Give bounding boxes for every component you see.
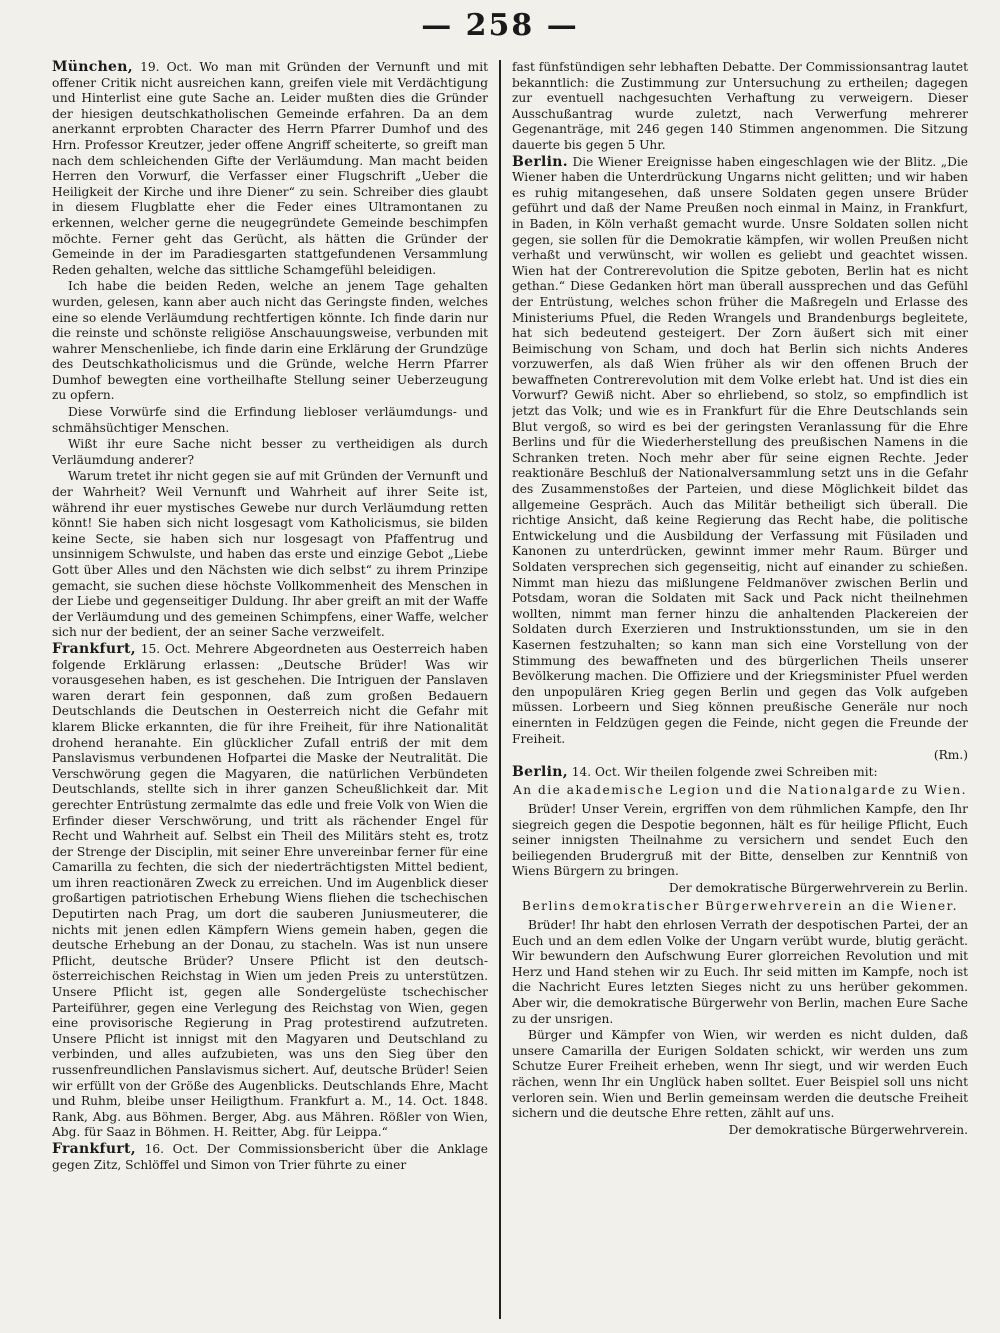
dateline-place: Frankfurt,: [52, 640, 136, 657]
paragraph: Ich habe die beiden Reden, welche an jenem Tage gehalten wurden, gelesen, kann aber auch nicht das Geringste finden, welches eine so elende Verläumdung rechtfertigen könnte. Ich finde darin nur die reinste und schönste religiöse Anschauungsweise, verbunden mit wahrer Menschenliebe, ich finde darin eine Erklärung der Grundzüge des Deutschkatholicismus und die Gründe, welche Herrn Pfarrer Dumhof bewegten eine vortheilhafte Stellung seiner Ueberzeugung zu opfern.: [52, 279, 488, 403]
paragraph: Bürger und Kämpfer von Wien, wir werden es nicht dulden, daß unsere Camarilla der Eurigen Soldaten schickt, wir werden uns zum Schutze Eurer Freiheit erheben, wenn Ihr siegt, und wir werden Euch rächen, wenn Ihr ein Unglück haben solltet. Euer Beispiel soll uns nicht verloren sein. Wien und Berlin gemeinsam werden die deutsche Freiheit sichern und die deutsche Ehre retten, zählt auf uns.: [512, 1028, 968, 1121]
dateline-place: München,: [52, 60, 133, 75]
article-text: Die Wiener Ereignisse haben eingeschlagen wie der Blitz. „Die Wiener haben die Unterdrückung Ungarns nicht gelitten; und wir haben es ruhig mitangesehen, daß unsere Soldaten gegen unsere Brüder geführt und daß der Name Preußen noch einmal in Mainz, in Frankfurt, in Baden, in Köln verhaßt gemacht wurde. Unsre Soldaten sollen nicht gegen, sie sollen für die Demokratie kämpfen, wir wollen Preußen nicht verhaßt und verwünscht, wir wollen es geliebt und geachtet wissen. Wien hat der Contrerevolution die Spitze geboten, Berlin hat es nicht gethan.“ Diese Gedanken hört man überall aussprechen und das Gefühl der Entrüstung, welches schon früher die Maßregeln und Erlasse des Ministeriums Pfuel, die Reden Wrangels und Brandenburgs begleitete, hat sich bedeutend gesteigert. Der Zorn äußert sich mit einer Beimischung von Scham, und doch hat Berlin sich nichts Anderes vorzuwerfen, als daß Wien früher als wir den offenen Bruch der bewaffneten Contrerevolution mit dem Volke erlebt hat. Und ist dies ein Vorwurf? Gewiß nicht. Aber so ehrliebend, so stolz, so empfindlich ist jetzt das Volk; und wie es in Frankfurt für die Ehre Deutschlands sein Blut vergoß, so wird es bei der geringsten Veranlassung für die Ehre Berlins und für die Wiederherstellung des preußischen Namens in die Schranken treten. Noch mehr aber für seine eignen Rechte. Jeder reaktionäre Beschluß der Nationalversammlung setzt uns in die Gefahr des Zusammenstoßes der Parteien, und diese Möglichkeit bildet das allgemeine Gespräch. Auch das Militär betheiligt sich überall. Die richtige Ansicht, daß keine Regierung das Recht habe, die politische Entwickelung und die Ausbildung der Verfassung mit Füsiladen und Kanonen zu unterdrücken, gewinnt immer mehr Raum. Bürger und Soldaten versprechen sich gegenseitig, nicht auf einander zu schießen. Nimmt man hiezu das mißlungene Feldmanöver zwischen Berlin und Potsdam, woran die Soldaten mit Sack und Pack nicht theilnehmen wollten, nimmt man ferner hinzu die anhaltenden Plackereien der Soldaten durch Exerzieren und Instruktionsstunden, um sie in den Kasernen festzuhalten; so kann man sich eine Vorstellung von der Stimmung des bewaffneten und des bürgerlichen Theils unserer Bevölkerung machen. Die Offiziere und der Kriegsminister Pfuel werden den unpopulären Krieg gegen Berlin und gegen das Volk aufgeben müssen. Lorbeern und Sieg können preußische Generäle nur noch einernten in Feldzügen gegen die Feinde, nicht gegen die Freunde der Freiheit.: [512, 154, 968, 746]
page-number: — 258 —: [421, 8, 579, 43]
signature: Der demokratische Bürgerwehrverein.: [728, 1122, 968, 1137]
paragraph: Diese Vorwürfe sind die Erfindung liebloser verläumdungs- und schmähsüchtiger Menschen.: [52, 405, 488, 435]
article-frankfurt-15: [52, 642, 488, 1141]
article-berlin: [512, 155, 968, 748]
article-frankfurt-16: [52, 1142, 488, 1173]
dateline-place: Berlin.: [512, 153, 568, 170]
signature: (Rm.): [933, 748, 968, 763]
article-muenchen: [52, 60, 488, 278]
dateline-place: Frankfurt,: [52, 1140, 136, 1157]
column-divider: [499, 60, 501, 1319]
paragraph: Wißt ihr eure Sache nicht besser zu vertheidigen als durch Verläumdung anderer?: [52, 437, 488, 467]
paragraph: fast fünfstündigen sehr lebhaften Debatte. Der Commissionsantrag lautet bekanntlich: die Zustimmung zur Untersuchung zu ertheilen; dagegen zur eventuell nachgesuchten Verhaftung zu verweigern. Dieser Ausschußantrag wurde zuletzt, nach Verwerfung mehrerer Gegenanträge, mit 246 gegen 140 Stimmen angenommen. Die Sitzung dauerte bis gegen 5 Uhr.: [512, 60, 968, 152]
article-text: 16. Oct. Der Commissionsbericht über die Anklage gegen Zitz, Schlöffel und Simon von Trier führte zu einer: [52, 1141, 488, 1172]
letter-heading: Berlins demokratischer Bürgerwehrverein an die Wiener.: [522, 899, 958, 914]
article-text: 19. Oct. Wo man mit Gründen der Vernunft und mit offener Critik nicht ausreichen kann, greifen viele mit Verdächtigung und Hinterlist eine gute Sache an. Leider mußten dies die Gründer der hiesigen deutschkatholischen Gemeinde erfahren. Da an dem anerkannt erprobten Character des Herrn Pfarrer Dumhof und des Hrn. Professor Kreutzer, jeder offene Angriff scheiterte, so greift man nach dem schleichenden Gifte der Verläumdung. Man macht beiden Herren den Vorwurf, die Verfasser einer Flugschrift „Ueber die Heiligkeit der Kirche und ihre Diener“ zu sein. Schreiber dies glaubt in diesem Flugblatte eher die Feder eines Ultramontanen zu erkennen, welcher gerne die neugegründete Gemeinde beschimpfen möchte. Ferner geht das Gerücht, als hätten die Gründer der Gemeinde in der im Paradiesgarten stattgefundenen Versammlung Reden gehalten, welche das sittliche Schamgefühl beleidigen.: [52, 60, 488, 277]
paragraph: Brüder! Ihr habt den ehrlosen Verrath der despotischen Partei, der an Euch und an dem edlen Volke der Ungarn verübt wurde, blutig gerächt. Wir bewundern den Aufschwung Eurer glorreichen Revolution und mit Herz und Hand stehen wir zu Euch. Ihr seid mitten im Kampfe, noch ist die Nachricht Eures letzten Sieges nicht zu uns herüber gekommen. Aber wir, die demokratische Bürgerwehr von Berlin, machen Eure Sache zu der unsrigen.: [512, 918, 968, 1026]
signature: Der demokratische Bürgerwehrverein zu Berlin.: [668, 880, 968, 895]
dateline-place: Berlin,: [512, 763, 568, 780]
left-column: [52, 60, 488, 1319]
article-text: 15. Oct. Mehrere Abgeordneten aus Oesterreich haben folgende Erklärung erlassen: „Deutsche Brüder! Was wir vorausgesehen haben, es ist geschehen. Die Intriguen der Panslaven waren derart fein gesponnen, daß zum großen Bedauern Deutschlands die Deutschen in Oesterreich nicht die Gefahr mit klarem Blicke erkannten, die für ihre Freiheit, für ihre Nationalität drohend heranahte. Ein glücklicher Zufall entriß der mit dem Panslavismus verbundenen Hofpartei die Maske der Neutralität. Die Verschwörung gegen die Magyaren, die natürlichen Verbündeten Deutschlands, stellte sich in ihrer ganzen Scheußlichkeit dar. Mit gerechter Entrüstung zermalmte das edle und freie Volk von Wien die Erfinder dieser Verschwörung, und tritt als rächender Engel für Recht und Wahrheit auf. Selbst ein Theil des Militärs steht es, trotz der Strenge der Disciplin, mit seiner Ehre unvereinbar ferner für eine Camarilla zu fechten, die sich der niederträchtigsten Mittel bedient, um ihren reactionären Zweck zu erreichen. Und im Augenblick dieser großartigen patriotischen Erhebung Wiens fliehen die tschechischen Deputirten nach Prag, um dort die sauberen Juniusmeuterer, die nichts mit jenen edlen Kämpfern Wiens gemein haben, gegen die deutsche Erhebung an der Donau, zu stacheln. Was ist nun unsere Pflicht, deutsche Brüder? Unsere Pflicht ist den deutsch-österreichischen Reichstag in Wien um jeden Preis zu unterstützen. Unsere Pflicht ist, gegen alle Sondergelüste tschechischer Parteiführer, gegen eine Verlegung des Reichstag von Wien, gegen eine provisorische Regierung in Prag protestirend aufzutreten. Unsere Pflicht ist innigst mit den Magyaren und Deutschland zu verbinden, und alles aufzubieten, was uns den Sieg über den russenfreundlichen Panslavismus sichert. Auf, deutsche Brüder! Seien wir erfüllt von der Größe des Augenblicks. Deutschlands Ehre, Macht und Ruhm, bleibe unser Heiligthum. Frankfurt a. M., 14. Oct. 1848. Rank, Abg. aus Böhmen. Berger, Abg. aus Mähren. Rößler von Wien, Abg. für Saaz in Böhmen. H. Reitter, Abg. für Leippa.“: [52, 641, 488, 1140]
paragraph: Brüder! Unser Verein, ergriffen von dem rühmlichen Kampfe, den Ihr siegreich gegen die Despotie begonnen, hält es für heilige Pflicht, Euch seiner innigsten Theilnahme zu versichern und sendet Euch den beiliegenden Brudergruß mit der Bitte, denselben zur Kenntniß von Wiens Bürgern zu bringen.: [512, 801, 968, 879]
paragraph: Warum tretet ihr nicht gegen sie auf mit Gründen der Vernunft und der Wahrheit? Weil Vernunft und Wahrheit auf ihrer Seite ist, während ihr euer mystisches Gewebe nur durch Verläumdung retten könnt! Sie haben sich nicht losgesagt vom Katholicismus, sie bilden keine Secte, sie haben sich nur losgesagt von Pfaffentrug und unsinnigem Schwulste, und haben das erste und einzige Gebot „Liebe Gott über Alles und den Nächsten wie dich selbst“ zu ihrem Prinzipe gemacht, sie suchen diese höchste Vollkommenheit des Menschen in der Liebe und gegenseitiger Duldung. Ihr aber greift an mit der Waffe der Verläumdung und des gemeinen Schimpfens, einer Waffe, welcher sich nur der bedient, der an seiner Sache verzweifelt.: [52, 469, 488, 640]
right-column: [512, 60, 968, 1319]
article-berlin-14: [512, 765, 968, 781]
article-text: 14. Oct. Wir theilen folgende zwei Schreiben mit:: [567, 764, 878, 779]
letter-heading: An die akademische Legion und die Nationalgarde zu Wien.: [512, 783, 968, 798]
